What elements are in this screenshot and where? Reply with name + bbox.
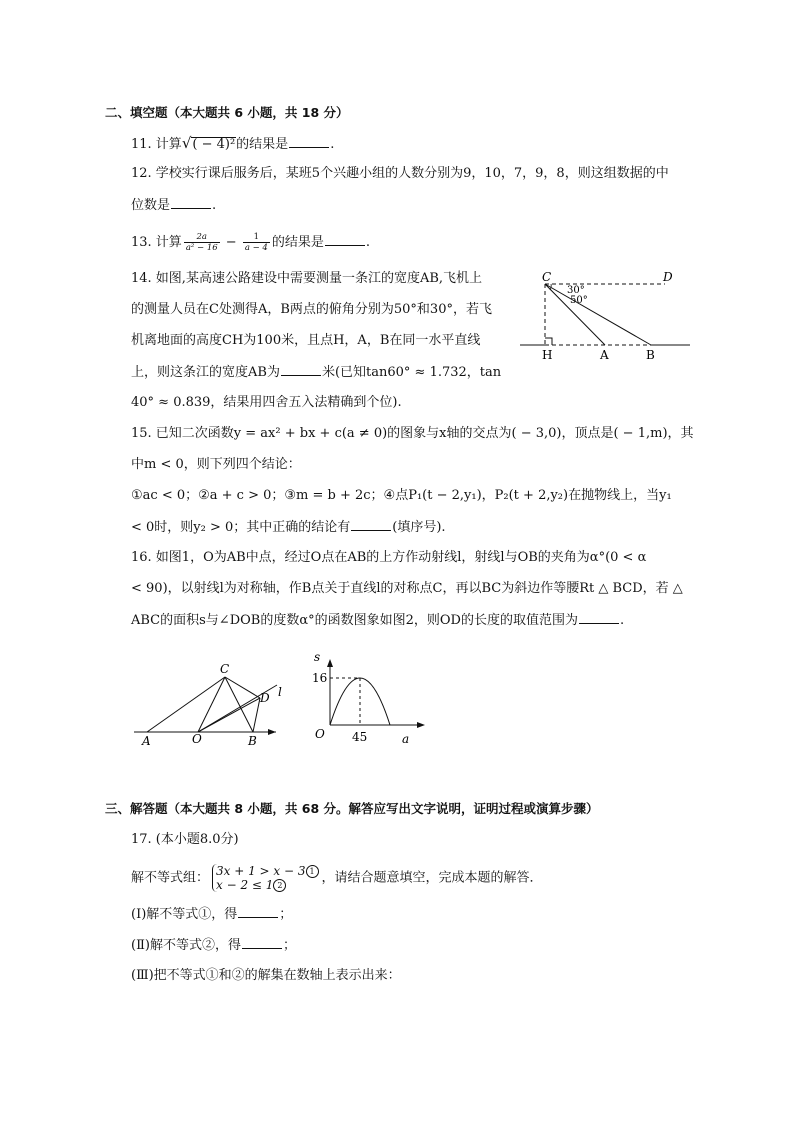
question-12-line1: 12. 学校实行课后服务后，某班5个兴趣小组的人数分别为9，10，7，9，8，则这组数据的中 — [131, 166, 669, 181]
label-C: C — [542, 270, 552, 284]
answer-blank — [289, 135, 329, 148]
x-arrowhead — [417, 722, 425, 728]
q13-minus: − — [221, 235, 241, 250]
right-angle-mark — [545, 338, 552, 345]
label-D: D — [663, 270, 673, 284]
question-15-line2: 中m < 0，则下列四个结论： — [131, 457, 301, 472]
answer-blank — [281, 363, 321, 376]
q17-part2-end: ； — [282, 938, 296, 953]
q16-figure-1 — [130, 660, 290, 750]
inequality-2: x − 2 ≤ 1 — [216, 878, 274, 892]
answer-blank — [171, 196, 211, 209]
label-a: a — [402, 732, 410, 746]
q13-suffix: 的结果是 — [271, 235, 324, 250]
question-17-system — [131, 864, 543, 892]
question-14-line5: 40° ≈ 0.839，结果用四舍五入法精确到个位). — [131, 395, 402, 410]
answer-blank — [242, 936, 282, 949]
q15-text-b: (填序号). — [392, 520, 446, 535]
q14-figure — [515, 266, 695, 364]
fraction-2-denominator: a − 4 — [244, 243, 268, 253]
y-arrowhead — [327, 659, 333, 667]
question-17-head: 17. (本小题8.0分) — [131, 832, 239, 847]
fraction-2-numerator: 1 — [243, 232, 270, 243]
label-16: 16 — [312, 671, 328, 685]
q11-radicand: ( − 4)² — [192, 137, 236, 152]
question-15-line3: ①ac < 0；②a + c > 0；③m = b + 2c；④点P₁(t − 2,y₁)，P₂(t + 2,y₂)在抛物线上，当y₁ — [131, 488, 672, 503]
label-A: A — [142, 734, 151, 748]
q14-text-b: 米(已知tan60° ≈ 1.732，tan — [321, 365, 502, 380]
q11-suffix: 的结果是 — [236, 137, 289, 152]
q17-part1-text: (Ⅰ)解不等式①，得 — [131, 907, 238, 922]
question-15-line1: 15. 已知二次函数y = ax² + bx + c(a ≠ 0)的图象与x轴的交点为( − 3,0)，顶点是( − 1,m)，其 — [131, 426, 694, 441]
question-14-line3: 机离地面的高度CH为100米，且点H，A，B在同一水平直线 — [131, 333, 481, 348]
q16-text-a: ABC的面积s与∠DOB的度数α°的函数图象如图2，则OD的长度的取值范围为 — [131, 613, 578, 628]
answer-blank — [579, 611, 619, 624]
question-14-line4 — [131, 363, 501, 382]
label-B: B — [248, 734, 257, 748]
question-15-line4 — [131, 518, 446, 537]
q17-part1-end: ； — [279, 907, 293, 922]
label-C: C — [220, 662, 230, 676]
fraction-1 — [184, 232, 220, 253]
inequality-system — [212, 864, 319, 892]
label-s: s — [314, 650, 321, 664]
question-13 — [131, 232, 370, 253]
inequality-1: 3x + 1 > x − 3 — [216, 864, 306, 878]
label-O: O — [315, 727, 325, 741]
label-D: D — [260, 691, 270, 705]
q17-prefix: 解不等式组： — [131, 870, 210, 886]
fraction-1-numerator: 2a — [184, 232, 220, 243]
question-14-line2: 的测量人员在C处测得A，B两点的俯角分别为50°和30°，若飞 — [131, 302, 492, 317]
question-17-part3: (Ⅲ)把不等式①和②的解集在数轴上表示出来： — [131, 968, 401, 983]
segment-DB — [253, 698, 260, 732]
section-title: 三、解答题（本大题共 8 小题，共 68 分。解答应写出文字说明，证明过程或演算步骤） — [105, 801, 599, 816]
label-O: O — [192, 732, 202, 746]
fraction-2 — [243, 232, 270, 253]
q13-end: . — [365, 235, 370, 250]
question-16-line3 — [131, 611, 624, 630]
q17-part2-text: (Ⅱ)解不等式②，得 — [131, 938, 241, 953]
question-17-part2 — [131, 936, 296, 955]
q17-suffix: ，请结合题意填空，完成本题的解答． — [321, 870, 543, 886]
question-11 — [131, 134, 334, 154]
question-16-line2: < 90)，以射线l为对称轴，作B点关于直线l的对称点C，再以BC为斜边作等腰Rt △ BCD，若 △ — [131, 581, 683, 596]
label-l: l — [278, 685, 282, 699]
q11-end: . — [330, 137, 335, 152]
label-B: B — [646, 348, 655, 362]
question-17-part1 — [131, 905, 292, 924]
q16-figure-2 — [305, 645, 435, 750]
question-16-line1: 16. 如图1，O为AB中点，经过O点在AB的上方作动射线l，射线l与OB的夹角为α°(0 < α — [131, 550, 647, 565]
label-30deg: 30° — [567, 285, 585, 296]
q15-text-a: < 0时，则y₂ > 0；其中正确的结论有 — [131, 520, 351, 535]
q11-prefix: 11. 计算 — [131, 137, 182, 152]
label-50deg: 50° — [570, 295, 588, 306]
sqrt-sign: √ — [181, 134, 192, 152]
q13-prefix: 13. 计算 — [131, 235, 182, 250]
line-CB — [545, 284, 651, 345]
answer-blank — [325, 233, 365, 246]
answer-blank — [238, 905, 278, 918]
label-A: A — [600, 348, 609, 362]
section-title: 二、填空题（本大题共 6 小题，共 18 分） — [105, 105, 349, 120]
label-H: H — [542, 348, 553, 362]
q12-text: 位数是 — [131, 198, 171, 213]
answer-blank — [351, 518, 391, 531]
label-45: 45 — [352, 730, 368, 744]
arrowhead — [268, 729, 276, 735]
circled-number-1: 1 — [306, 865, 319, 878]
question-12-line2 — [131, 196, 216, 215]
q12-end: . — [212, 198, 217, 213]
circled-number-2: 2 — [273, 879, 286, 892]
q14-text-a: 上，则这条江的宽度AB为 — [131, 365, 280, 380]
question-14-line1: 14. 如图,某高速公路建设中需要测量一条江的宽度AB,飞机上 — [131, 271, 483, 286]
q16-text-b: . — [619, 613, 625, 628]
fraction-1-denominator: a² − 16 — [185, 243, 218, 253]
